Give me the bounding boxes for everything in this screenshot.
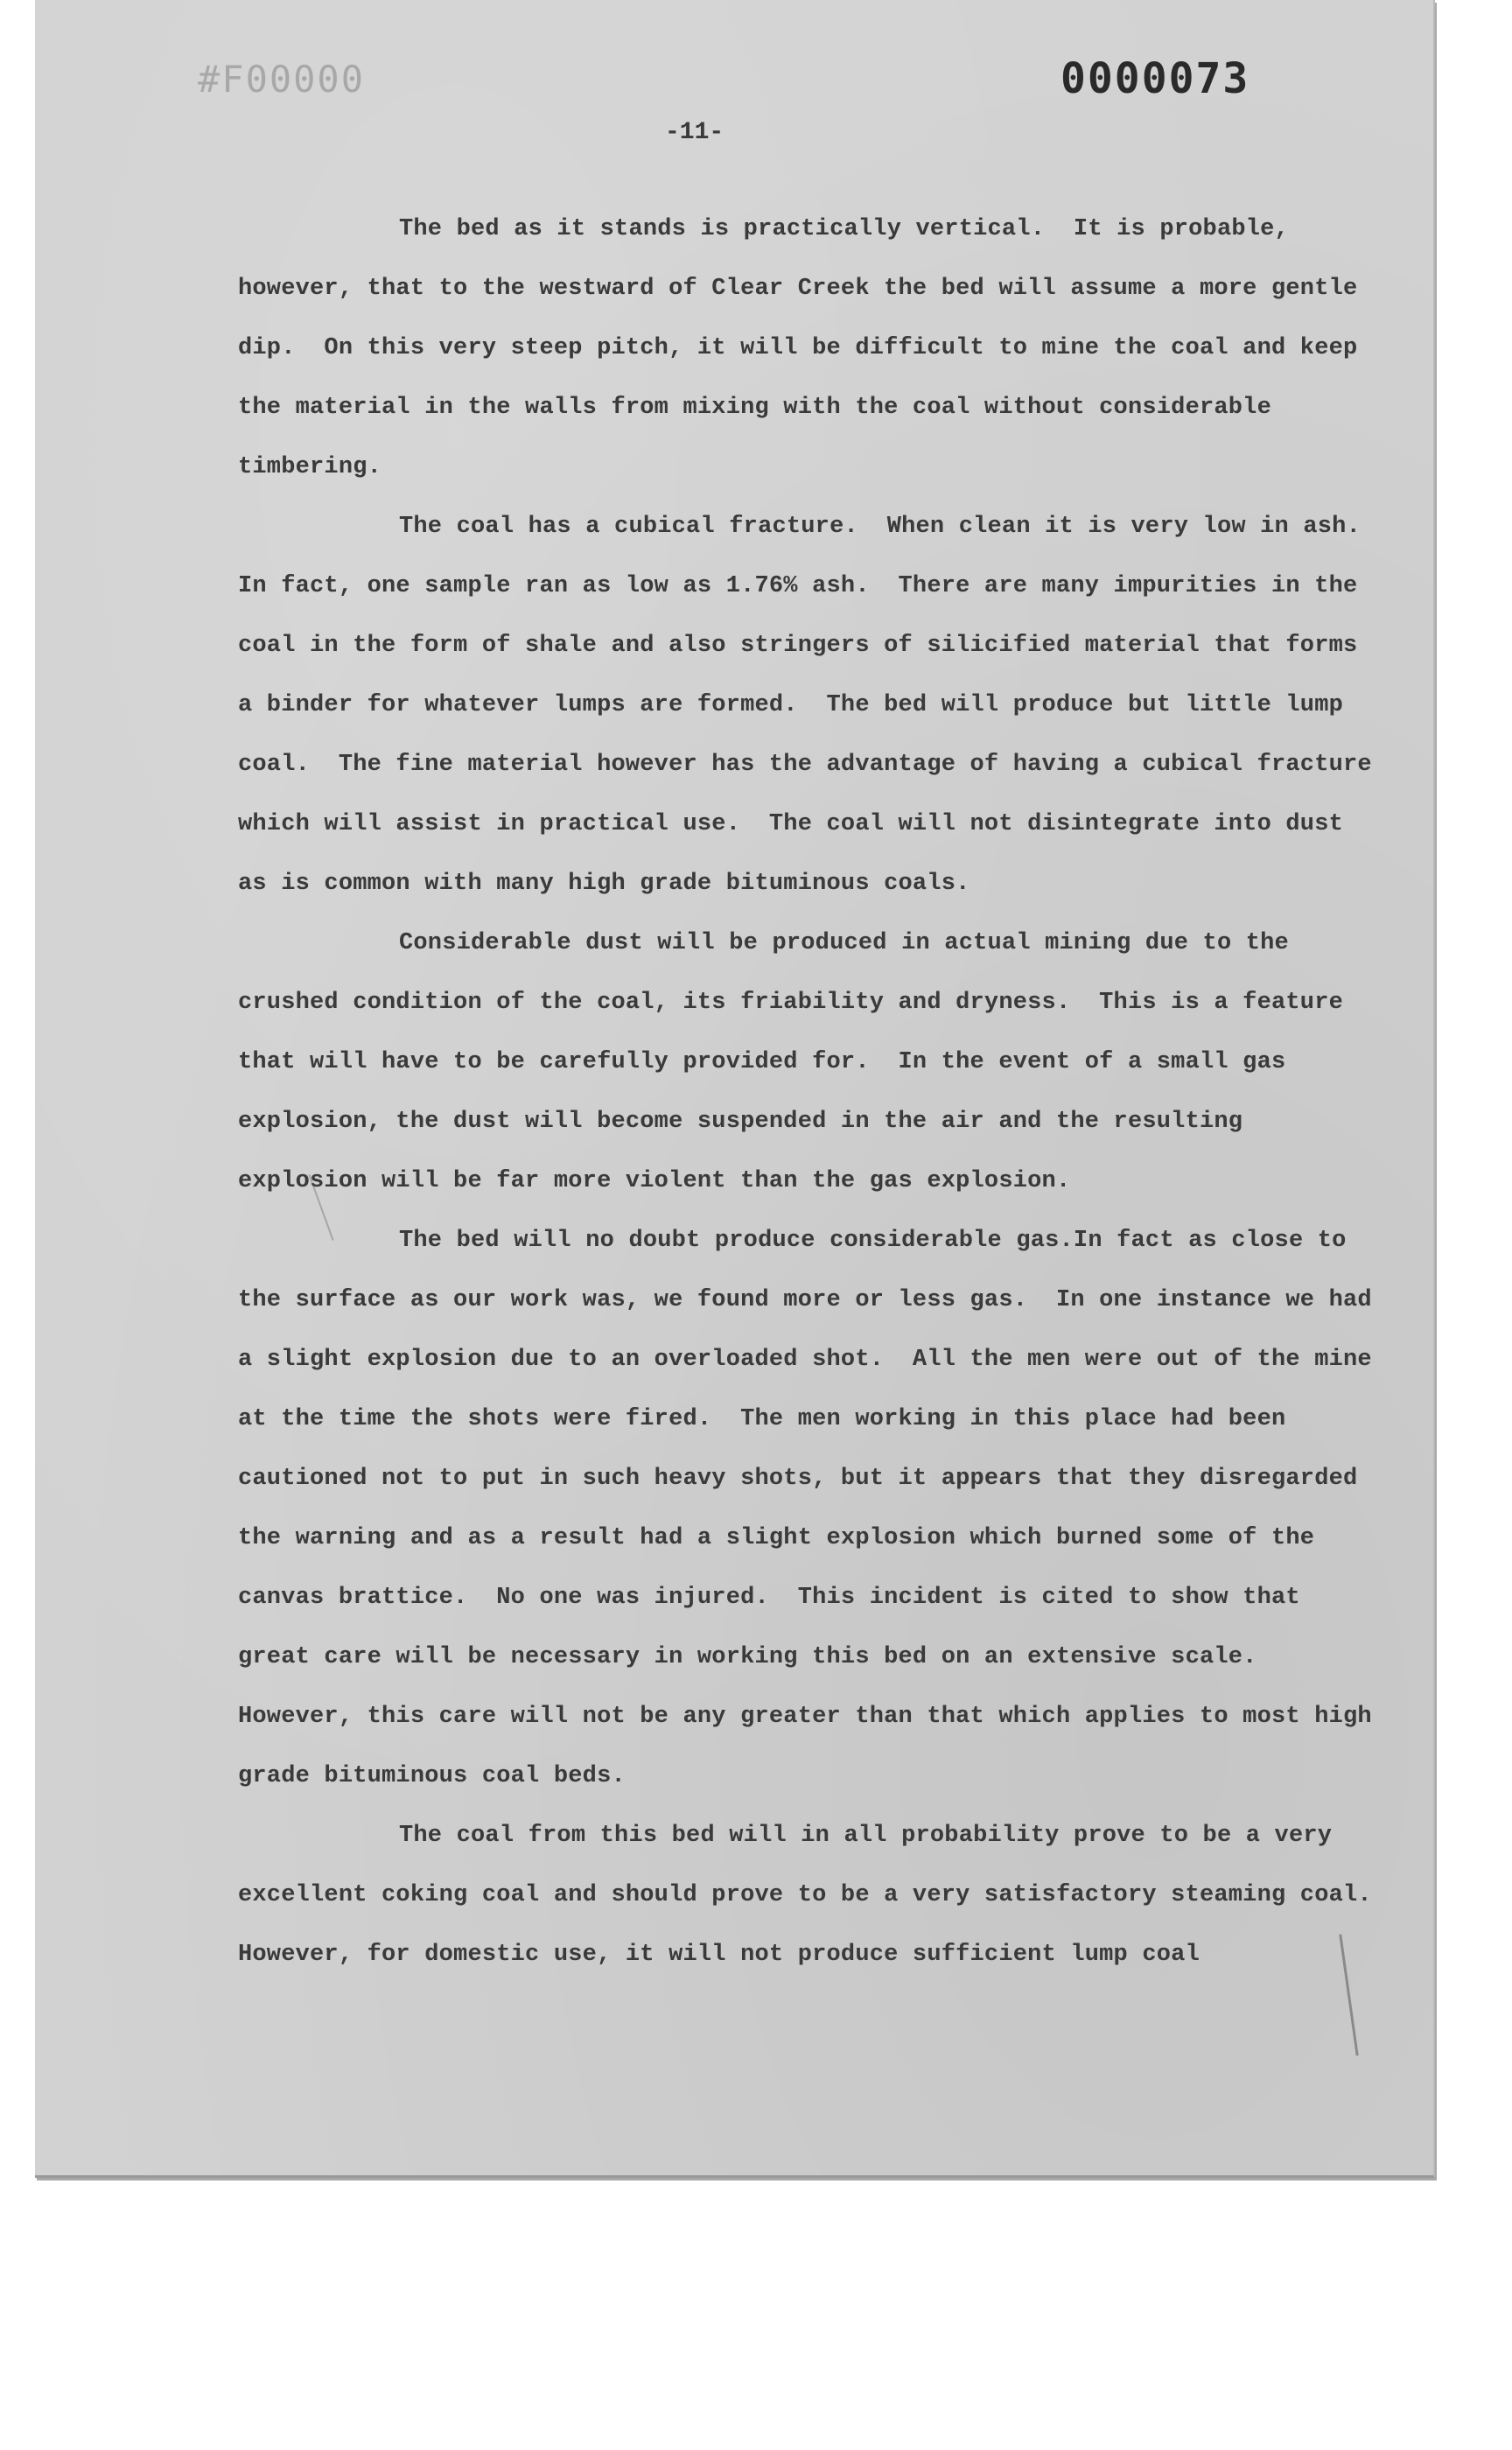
- document-page: [35, 0, 1435, 2178]
- paragraph-dust: Considerable dust will be produced in actual mining due to the crushed condition of the coal, its friability and dryness. This is a feature that will have to be carefully provided for. In the event of a small gas explosion, the dust will become suspended in the air and the resulting explosion will be far more violent than the gas explosion.: [238, 930, 1358, 1194]
- faded-stamp-number: #F00000: [198, 58, 366, 101]
- paragraph-gas: The bed will no doubt produce considerable gas.In fact as close to the surface as our work was, we found more or less gas. In one instance we had a slight explosion due to an overloaded shot. All the men were out of the mine at the time the shots were fired. The men working in this place had been cautioned not to put in such heavy shots, but it appears that they disregarded the warning and as a result had a slight explosion which burned some of the canvas brattice. No one was injured. This incident is cited to show that great care will be necessary in working this bed on an extensive scale. However, this care will not be any greater than that which applies to most high grade bituminous coal beds.: [238, 1228, 1387, 1789]
- paragraph-coking-coal: The coal from this bed will in all probability prove to be a very excellent coking coal and should prove to be a very satisfactory steaming coal. However, for domestic use, it will not produce sufficient lump coal: [238, 1823, 1401, 1968]
- body-text: [238, 200, 1401, 1984]
- document-control-number: 0000073: [1060, 54, 1250, 103]
- page-number: -11-: [665, 119, 724, 146]
- paragraph-cubical-fracture: The coal has a cubical fracture. When clean it is very low in ash. In fact, one sample ran as low as 1.76% ash. There are many impurities in the coal in the form of shale and also stringers of silicified material that forms a binder for whatever lumps are formed. The bed will produce but little lump coal. The fine material however has the advantage of having a cubical fracture which will assist in practical use. The coal will not disintegrate into dust as is common with many high grade bituminous coals.: [238, 514, 1390, 897]
- paragraph-bed-vertical: The bed as it stands is practically vertical. It is probable, however, that to the westward of Clear Creek the bed will assume a more gentle dip. On this very steep pitch, it will be difficult to mine the coal and keep the material in the walls from mixing with the coal without considerable timbering.: [238, 216, 1372, 480]
